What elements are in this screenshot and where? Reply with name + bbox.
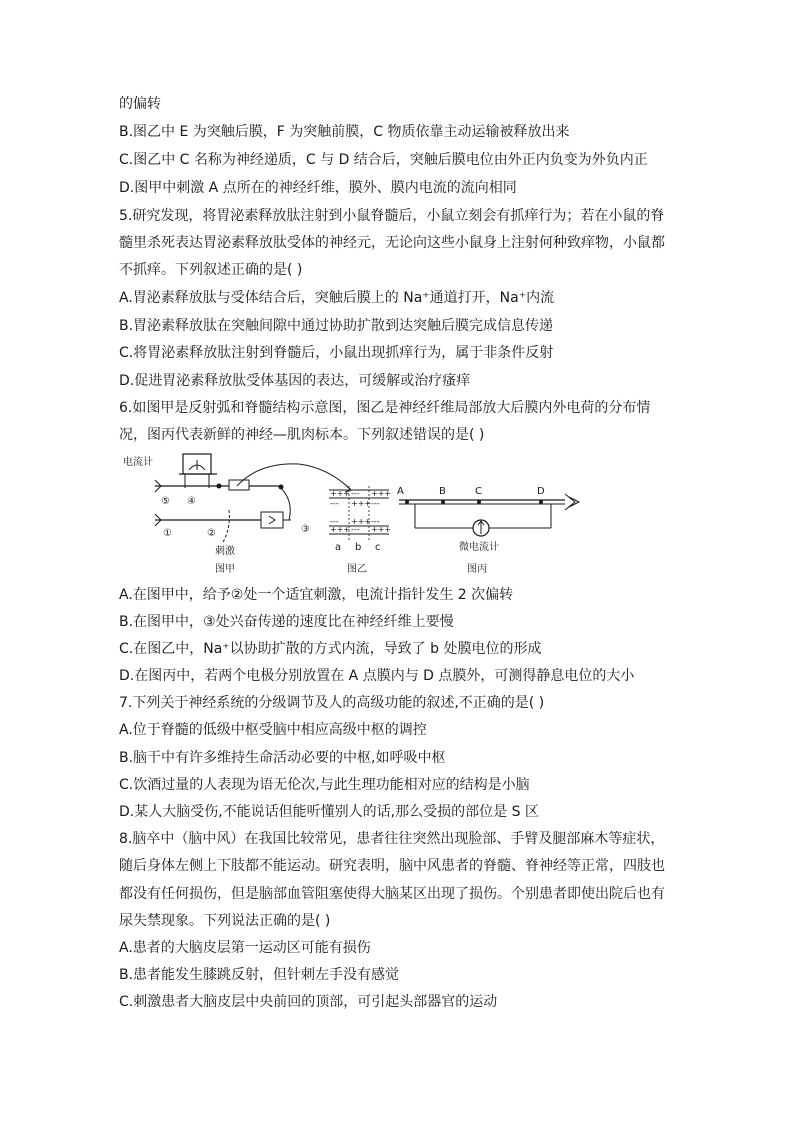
mark-5: ⑤	[161, 496, 170, 507]
text-line: 的偏转	[119, 96, 161, 112]
figure-yi	[329, 486, 391, 575]
option-8b: B.患者能发生膝跳反射，但针刺左手没有感觉	[119, 967, 400, 983]
option-7d: D.某人大脑受伤,不能说话但能听懂别人的话,那么受损的部位是 S 区	[119, 804, 539, 820]
charge-low-a: ---	[330, 517, 339, 526]
question-5-line-3: 不抓痒。下列叙述正确的是( )	[119, 262, 303, 278]
caption-yi: 图乙	[347, 564, 367, 575]
figure-jia	[123, 454, 351, 575]
option-5a: A.胃泌素释放肽与受体结合后，突触后膜上的 Na⁺通道打开，Na⁺内流	[119, 290, 555, 306]
charge-bottom-a: +++	[330, 525, 351, 534]
stimulus-label: 刺激	[215, 546, 235, 557]
question-8-line-4: 尿失禁现象。下列说法正确的是( )	[119, 913, 331, 929]
question-8-line-3: 都没有任何损伤，但是脑部血管阻塞使得大脑某区出现了损伤。个别患者即使出院后也有	[119, 886, 665, 902]
caption-bing: 图丙	[467, 564, 487, 575]
question-5-line-2: 髓里杀死表达胃泌素释放肽受体的神经元，无论向这些小鼠身上注射何种致痒物，小鼠都	[119, 235, 665, 251]
galvanometer-label: 电流计	[123, 457, 153, 468]
mark-2: ②	[207, 528, 216, 539]
figure-bing	[397, 486, 579, 575]
letter-b: b	[355, 542, 362, 553]
point-a-label: A	[397, 486, 404, 497]
charge-top-b: ---	[351, 489, 360, 498]
point-b-label: B	[439, 486, 446, 497]
question-6-line-1: 6.如图甲是反射弧和脊髓结构示意图，图乙是神经纤维局部放大后膜内外电荷的分布情	[119, 400, 651, 416]
mark-1: ①	[163, 528, 172, 539]
option-5b: B.胃泌素释放肽在突触间隙中通过协助扩散到达突触后膜完成信息传递	[119, 318, 554, 334]
mark-3: ③	[301, 524, 310, 535]
option-7c: C.饮酒过量的人表现为语无伦次,与此生理功能相对应的结构是小脑	[119, 777, 530, 793]
charge-mid-c: ---	[371, 499, 380, 508]
option-4b: B.图乙中 E 为突触后膜，F 为突触前膜，C 物质依靠主动运输被释放出来	[119, 124, 570, 140]
charge-bottom-c: +++	[371, 525, 392, 534]
option-6b: B.在图甲中，③处兴奋传递的速度比在神经纤维上要慢	[119, 614, 454, 630]
question-5-line-1: 5.研究发现，将胃泌素释放肽注射到小鼠脊髓后，小鼠立刻会有抓痒行为；若在小鼠的脊	[119, 208, 665, 224]
micro-ammeter-label: 微电流计	[459, 542, 499, 553]
option-8a: A.患者的大脑皮层第一运动区可能有损伤	[119, 940, 371, 956]
letter-a: a	[335, 542, 342, 553]
mark-4: ④	[187, 496, 196, 507]
option-4d: D.图甲中刺激 A 点所在的神经纤维，膜外、膜内电流的流向相同	[119, 180, 517, 196]
question-8-line-1: 8.脑卒中（脑中风）在我国比较常见，患者往往突然出现脸部、手臂及腿部麻木等症状，	[119, 831, 665, 847]
letter-c: c	[375, 542, 381, 553]
option-7b: B.脑干中有许多维持生命活动必要的中枢,如呼吸中枢	[119, 750, 446, 766]
question-8-line-2: 随后身体左侧上下肢都不能运动。研究表明，脑中风患者的脊髓、脊神经等正常，四肢也	[119, 858, 665, 874]
charge-low-b: +++	[351, 517, 372, 526]
option-5d: D.促进胃泌素释放肽受体基因的表达，可缓解或治疗瘙痒	[119, 373, 471, 389]
charge-mid-a: ---	[330, 499, 339, 508]
point-d-label: D	[537, 486, 545, 497]
question-6-line-2: 况，图丙代表新鲜的神经—肌肉标本。下列叙述错误的是( )	[119, 427, 485, 443]
charge-top-c: +++	[371, 489, 392, 498]
option-5c: C.将胃泌素释放肽注射到脊髓后，小鼠出现抓痒行为，属于非条件反射	[119, 345, 554, 361]
option-4c: C.图乙中 C 名称为神经递质，C 与 D 结合后，突触后膜电位由外正内负变为外负内正	[119, 152, 648, 168]
option-6d: D.在图丙中，若两个电极分别放置在 A 点膜内与 D 点膜外，可测得静息电位的大小	[119, 668, 635, 684]
charge-top-a: +++	[330, 489, 351, 498]
option-6c: C.在图乙中，Na⁺以协助扩散的方式内流，导致了 b 处膜电位的形成	[119, 641, 542, 657]
option-8c: C.刺激患者大脑皮层中央前回的顶部，可引起头部器官的运动	[119, 994, 498, 1010]
charge-mid-b: +++	[351, 499, 372, 508]
question-6-figure	[119, 450, 589, 576]
charge-low-c: ---	[371, 517, 380, 526]
question-7: 7.下列关于神经系统的分级调节及人的高级功能的叙述,不正确的是( )	[119, 695, 545, 711]
point-c-label: C	[475, 486, 482, 497]
option-7a: A.位于脊髓的低级中枢受脑中相应高级中枢的调控	[119, 722, 427, 738]
caption-jia: 图甲	[215, 564, 235, 575]
option-6a: A.在图甲中，给予②处一个适宜刺激，电流计指针发生 2 次偏转	[119, 587, 514, 603]
charge-bottom-b: ---	[351, 525, 360, 534]
